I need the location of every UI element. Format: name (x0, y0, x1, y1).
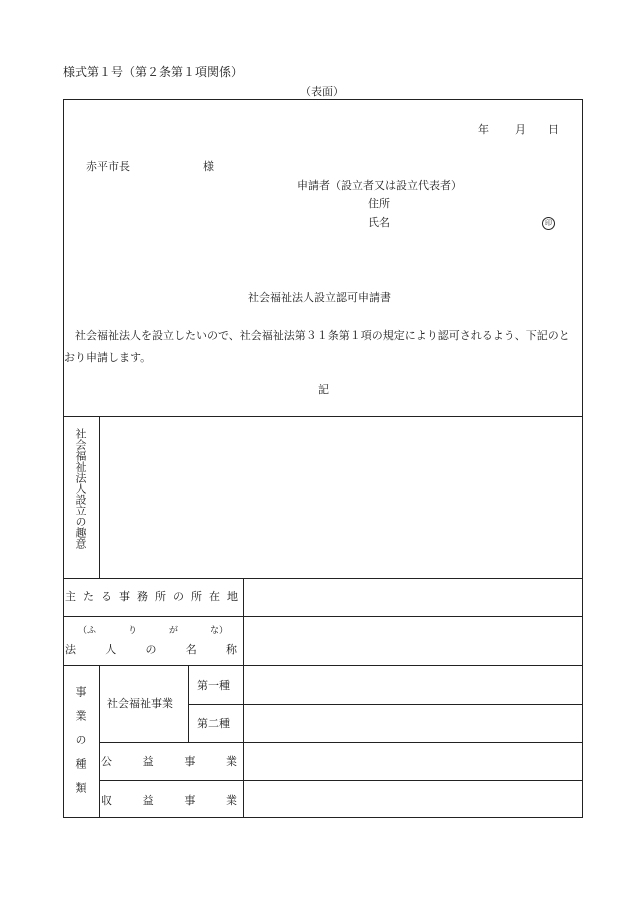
row-line-type2 (188, 704, 583, 705)
row-line-office (63, 578, 583, 579)
row-line-name (63, 616, 583, 617)
corporation-name-label: 法 人 の 名 称 (65, 643, 237, 656)
form-frame (63, 99, 583, 818)
welfare-business-label: 社会福祉事業 (107, 697, 173, 710)
date-year: 年 (478, 123, 489, 136)
seal-mark: 印 (542, 216, 555, 230)
value-column-divider (243, 578, 244, 818)
purpose-divider (99, 416, 100, 578)
applicant-address-label: 住所 (368, 197, 390, 210)
document-title: 社会福祉法人設立認可申請書 (248, 291, 391, 304)
business-type-label: 事業の種類 (74, 686, 87, 806)
public-interest-business-label: 公 益 事 業 (101, 755, 237, 768)
table-top-line (63, 416, 583, 417)
date-month: 月 (515, 123, 526, 136)
row-line-business (63, 665, 583, 666)
office-location-label: 主 た る 事 務 所 の 所 在 地 (65, 590, 238, 603)
date-day: 日 (548, 123, 559, 136)
addressee-name: 赤平市長 (86, 160, 130, 173)
row-line-profit (99, 780, 583, 781)
row-line-public (99, 742, 583, 743)
side-label: （表面） (300, 85, 344, 98)
application-body-text: 社会福祉法人を設立したいので、社会福祉法第３１条第１項の規定により認可されるよう、下記のとおり申請します。 (64, 329, 570, 364)
type2-label: 第二種 (197, 717, 230, 730)
applicant-name-label: 氏名 (368, 216, 390, 229)
addressee-honorific: 様 (203, 160, 214, 173)
profit-business-label: 収 益 事 業 (101, 794, 237, 807)
furigana-label: （ふ り が な） (78, 626, 228, 636)
form-title: 様式第１号（第２条第１項関係） (63, 65, 244, 79)
purpose-label: 社会福祉法人設立の趣意 (74, 428, 87, 549)
type1-label: 第一種 (197, 679, 230, 692)
ki-label: 記 (318, 383, 329, 396)
applicant-label: 申請者（設立者又は設立代表者） (297, 179, 462, 192)
